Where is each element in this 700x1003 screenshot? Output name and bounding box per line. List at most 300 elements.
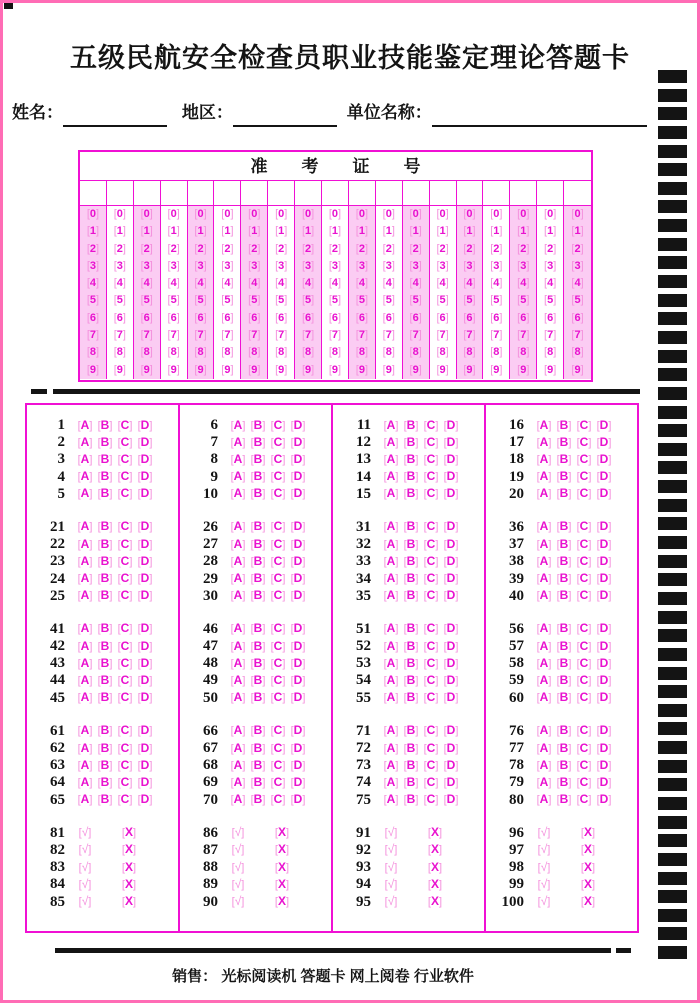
digit-bubble-9[interactable]: [9] (409, 363, 422, 376)
option-bubble-B[interactable]: [B] (403, 434, 419, 449)
digit-bubble-3[interactable]: [3] (571, 259, 584, 272)
option-bubble-D[interactable]: [D] (443, 638, 459, 653)
option-bubble-A[interactable]: [A] (536, 655, 552, 670)
ticket-write-cell[interactable] (322, 181, 349, 205)
digit-bubble-4[interactable]: [4] (463, 277, 476, 290)
option-bubble-A[interactable]: [A] (383, 536, 399, 551)
option-bubble-C[interactable]: [C] (117, 588, 133, 603)
option-bubble-C[interactable]: [C] (270, 774, 286, 789)
option-bubble-C[interactable]: [C] (423, 536, 439, 551)
option-bubble-C[interactable]: [C] (117, 519, 133, 534)
option-bubble-B[interactable]: [B] (556, 417, 572, 432)
option-bubble-C[interactable]: [C] (423, 621, 439, 636)
option-bubble-A[interactable]: [A] (383, 774, 399, 789)
digit-bubble-7[interactable]: [7] (221, 329, 234, 342)
option-bubble-D[interactable]: [D] (443, 621, 459, 636)
option-bubble-B[interactable]: [B] (97, 588, 113, 603)
option-bubble-D[interactable]: [D] (290, 792, 306, 807)
option-bubble-A[interactable]: [A] (383, 588, 399, 603)
option-bubble-B[interactable]: [B] (97, 571, 113, 585)
digit-bubble-9[interactable]: [9] (86, 363, 100, 376)
digit-bubble-2[interactable]: [2] (571, 242, 584, 255)
digit-bubble-5[interactable]: [5] (301, 294, 315, 307)
option-bubble-A[interactable]: [A] (230, 486, 246, 501)
option-bubble-A[interactable]: [A] (536, 536, 552, 551)
option-bubble-D[interactable]: [D] (137, 451, 153, 466)
digit-bubble-0[interactable]: [0] (167, 208, 180, 220)
option-bubble-A[interactable]: [A] (383, 672, 399, 687)
option-bubble-x[interactable]: [X] (427, 859, 443, 874)
option-bubble-D[interactable]: [D] (137, 417, 153, 432)
option-bubble-D[interactable]: [D] (596, 519, 612, 534)
option-bubble-A[interactable]: [A] (536, 757, 552, 772)
option-bubble-C[interactable]: [C] (423, 655, 439, 670)
option-bubble-A[interactable]: [A] (77, 621, 93, 636)
option-bubble-D[interactable]: [D] (596, 571, 612, 585)
digit-bubble-1[interactable]: [1] (571, 225, 584, 238)
option-bubble-D[interactable]: [D] (443, 774, 459, 789)
option-bubble-x[interactable]: [X] (274, 842, 290, 857)
option-bubble-B[interactable]: [B] (250, 553, 266, 568)
digit-bubble-2[interactable]: [2] (409, 242, 422, 255)
option-bubble-B[interactable]: [B] (250, 723, 266, 738)
option-bubble-D[interactable]: [D] (137, 434, 153, 449)
option-bubble-D[interactable]: [D] (290, 723, 306, 738)
option-bubble-A[interactable]: [A] (77, 536, 93, 551)
option-bubble-A[interactable]: [A] (230, 774, 246, 789)
digit-bubble-2[interactable]: [2] (221, 242, 234, 255)
option-bubble-B[interactable]: [B] (556, 519, 572, 534)
option-bubble-check[interactable]: [√] (384, 894, 398, 908)
option-bubble-C[interactable]: [C] (576, 519, 592, 534)
option-bubble-A[interactable]: [A] (230, 621, 246, 636)
digit-bubble-0[interactable]: [0] (355, 208, 368, 220)
option-bubble-B[interactable]: [B] (250, 690, 266, 705)
option-bubble-C[interactable]: [C] (423, 417, 439, 432)
option-bubble-D[interactable]: [D] (443, 792, 459, 807)
ticket-write-cell[interactable] (483, 181, 510, 205)
option-bubble-check[interactable]: [√] (231, 859, 245, 874)
digit-bubble-5[interactable]: [5] (328, 294, 342, 307)
option-bubble-D[interactable]: [D] (443, 571, 459, 585)
option-bubble-B[interactable]: [B] (97, 451, 113, 466)
option-bubble-B[interactable]: [B] (403, 486, 419, 501)
option-bubble-D[interactable]: [D] (137, 723, 153, 738)
digit-bubble-1[interactable]: [1] (248, 225, 261, 238)
option-bubble-A[interactable]: [A] (536, 434, 552, 449)
digit-bubble-5[interactable]: [5] (490, 294, 503, 307)
option-bubble-C[interactable]: [C] (576, 469, 592, 484)
digit-bubble-5[interactable]: [5] (544, 294, 557, 307)
digit-bubble-3[interactable]: [3] (463, 259, 476, 272)
option-bubble-C[interactable]: [C] (270, 536, 286, 551)
ticket-write-cell[interactable] (295, 181, 322, 205)
option-bubble-B[interactable]: [B] (97, 774, 113, 789)
option-bubble-D[interactable]: [D] (137, 486, 153, 501)
option-bubble-B[interactable]: [B] (556, 486, 572, 501)
option-bubble-C[interactable]: [C] (270, 588, 286, 603)
option-bubble-D[interactable]: [D] (290, 486, 306, 501)
digit-bubble-0[interactable]: [0] (571, 208, 584, 220)
option-bubble-B[interactable]: [B] (97, 417, 113, 432)
digit-bubble-6[interactable]: [6] (409, 311, 422, 324)
option-bubble-A[interactable]: [A] (383, 621, 399, 636)
digit-bubble-4[interactable]: [4] (194, 277, 207, 290)
option-bubble-A[interactable]: [A] (536, 553, 552, 568)
option-bubble-B[interactable]: [B] (97, 486, 113, 501)
option-bubble-D[interactable]: [D] (443, 588, 459, 603)
digit-bubble-4[interactable]: [4] (328, 277, 342, 290)
option-bubble-C[interactable]: [C] (423, 672, 439, 687)
option-bubble-D[interactable]: [D] (137, 553, 153, 568)
option-bubble-B[interactable]: [B] (403, 672, 419, 687)
option-bubble-D[interactable]: [D] (290, 417, 306, 432)
digit-bubble-3[interactable]: [3] (436, 259, 449, 272)
option-bubble-B[interactable]: [B] (403, 740, 419, 755)
digit-bubble-8[interactable]: [8] (463, 346, 476, 359)
digit-bubble-2[interactable]: [2] (248, 242, 261, 255)
digit-bubble-0[interactable]: [0] (490, 208, 503, 220)
option-bubble-B[interactable]: [B] (556, 655, 572, 670)
option-bubble-C[interactable]: [C] (117, 553, 133, 568)
option-bubble-x[interactable]: [X] (580, 825, 596, 840)
option-bubble-B[interactable]: [B] (403, 621, 419, 636)
digit-bubble-1[interactable]: [1] (517, 225, 530, 238)
option-bubble-x[interactable]: [X] (274, 859, 290, 874)
unit-field[interactable] (432, 103, 647, 127)
digit-bubble-5[interactable]: [5] (167, 294, 180, 307)
option-bubble-check[interactable]: [√] (231, 825, 245, 840)
option-bubble-C[interactable]: [C] (117, 638, 133, 653)
option-bubble-C[interactable]: [C] (423, 553, 439, 568)
option-bubble-D[interactable]: [D] (290, 757, 306, 772)
option-bubble-C[interactable]: [C] (270, 655, 286, 670)
digit-bubble-2[interactable]: [2] (86, 242, 100, 255)
option-bubble-A[interactable]: [A] (383, 723, 399, 738)
digit-bubble-9[interactable]: [9] (301, 363, 315, 376)
option-bubble-C[interactable]: [C] (423, 571, 439, 585)
ticket-write-cell[interactable] (161, 181, 188, 205)
digit-bubble-8[interactable]: [8] (436, 346, 449, 359)
digit-bubble-0[interactable]: [0] (436, 208, 449, 220)
option-bubble-B[interactable]: [B] (403, 690, 419, 705)
ticket-write-cell[interactable] (80, 181, 107, 205)
option-bubble-x[interactable]: [X] (121, 842, 137, 857)
digit-bubble-9[interactable]: [9] (517, 363, 530, 376)
option-bubble-C[interactable]: [C] (576, 588, 592, 603)
option-bubble-C[interactable]: [C] (117, 469, 133, 484)
digit-bubble-0[interactable]: [0] (409, 208, 422, 220)
digit-bubble-1[interactable]: [1] (167, 225, 180, 238)
option-bubble-D[interactable]: [D] (290, 536, 306, 551)
option-bubble-B[interactable]: [B] (97, 519, 113, 534)
digit-bubble-4[interactable]: [4] (382, 277, 395, 290)
option-bubble-C[interactable]: [C] (423, 588, 439, 603)
digit-bubble-6[interactable]: [6] (328, 311, 342, 324)
option-bubble-C[interactable]: [C] (117, 690, 133, 705)
option-bubble-B[interactable]: [B] (556, 740, 572, 755)
option-bubble-C[interactable]: [C] (576, 792, 592, 807)
option-bubble-B[interactable]: [B] (403, 519, 419, 534)
digit-bubble-8[interactable]: [8] (301, 346, 315, 359)
option-bubble-check[interactable]: [√] (231, 894, 245, 908)
option-bubble-A[interactable]: [A] (230, 588, 246, 603)
digit-bubble-2[interactable]: [2] (544, 242, 557, 255)
ticket-write-cell[interactable] (349, 181, 376, 205)
digit-bubble-3[interactable]: [3] (167, 259, 180, 272)
digit-bubble-3[interactable]: [3] (490, 259, 503, 272)
digit-bubble-3[interactable]: [3] (221, 259, 234, 272)
option-bubble-B[interactable]: [B] (97, 536, 113, 551)
digit-bubble-2[interactable]: [2] (301, 242, 315, 255)
option-bubble-D[interactable]: [D] (290, 672, 306, 687)
digit-bubble-6[interactable]: [6] (382, 311, 395, 324)
option-bubble-A[interactable]: [A] (77, 553, 93, 568)
option-bubble-B[interactable]: [B] (556, 469, 572, 484)
option-bubble-A[interactable]: [A] (383, 638, 399, 653)
digit-bubble-1[interactable]: [1] (355, 225, 368, 238)
digit-bubble-7[interactable]: [7] (140, 329, 153, 342)
option-bubble-D[interactable]: [D] (596, 588, 612, 603)
option-bubble-B[interactable]: [B] (250, 451, 266, 466)
option-bubble-B[interactable]: [B] (250, 740, 266, 755)
option-bubble-D[interactable]: [D] (290, 638, 306, 653)
digit-bubble-7[interactable]: [7] (409, 329, 422, 342)
digit-bubble-3[interactable]: [3] (113, 259, 126, 272)
digit-bubble-3[interactable]: [3] (517, 259, 530, 272)
option-bubble-A[interactable]: [A] (77, 792, 93, 807)
option-bubble-A[interactable]: [A] (383, 417, 399, 432)
option-bubble-check[interactable]: [√] (231, 842, 245, 857)
option-bubble-B[interactable]: [B] (250, 519, 266, 534)
ticket-write-cell[interactable] (537, 181, 564, 205)
option-bubble-D[interactable]: [D] (443, 469, 459, 484)
digit-bubble-3[interactable]: [3] (248, 259, 261, 272)
option-bubble-A[interactable]: [A] (230, 434, 246, 449)
option-bubble-B[interactable]: [B] (556, 774, 572, 789)
option-bubble-x[interactable]: [X] (121, 859, 137, 874)
option-bubble-B[interactable]: [B] (97, 655, 113, 670)
option-bubble-D[interactable]: [D] (290, 588, 306, 603)
option-bubble-A[interactable]: [A] (536, 451, 552, 466)
option-bubble-A[interactable]: [A] (77, 519, 93, 534)
digit-bubble-4[interactable]: [4] (490, 277, 503, 290)
option-bubble-A[interactable]: [A] (77, 469, 93, 484)
digit-bubble-7[interactable]: [7] (301, 329, 315, 342)
option-bubble-A[interactable]: [A] (77, 723, 93, 738)
digit-bubble-9[interactable]: [9] (140, 363, 153, 376)
option-bubble-B[interactable]: [B] (403, 655, 419, 670)
digit-bubble-3[interactable]: [3] (544, 259, 557, 272)
digit-bubble-1[interactable]: [1] (328, 225, 342, 238)
option-bubble-A[interactable]: [A] (77, 451, 93, 466)
digit-bubble-0[interactable]: [0] (275, 208, 288, 220)
option-bubble-x[interactable]: [X] (274, 894, 290, 908)
option-bubble-B[interactable]: [B] (556, 723, 572, 738)
digit-bubble-5[interactable]: [5] (248, 294, 261, 307)
digit-bubble-8[interactable]: [8] (382, 346, 395, 359)
option-bubble-A[interactable]: [A] (77, 740, 93, 755)
option-bubble-D[interactable]: [D] (290, 553, 306, 568)
option-bubble-C[interactable]: [C] (117, 451, 133, 466)
option-bubble-B[interactable]: [B] (250, 792, 266, 807)
ticket-write-cell[interactable] (376, 181, 403, 205)
digit-bubble-8[interactable]: [8] (544, 346, 557, 359)
option-bubble-B[interactable]: [B] (556, 588, 572, 603)
option-bubble-check[interactable]: [√] (78, 842, 92, 857)
option-bubble-C[interactable]: [C] (576, 621, 592, 636)
digit-bubble-9[interactable]: [9] (248, 363, 261, 376)
option-bubble-check[interactable]: [√] (384, 876, 398, 891)
digit-bubble-0[interactable]: [0] (113, 208, 126, 220)
option-bubble-B[interactable]: [B] (250, 571, 266, 585)
option-bubble-B[interactable]: [B] (556, 672, 572, 687)
option-bubble-check[interactable]: [√] (537, 859, 551, 874)
option-bubble-C[interactable]: [C] (270, 434, 286, 449)
option-bubble-C[interactable]: [C] (423, 774, 439, 789)
option-bubble-C[interactable]: [C] (270, 417, 286, 432)
digit-bubble-6[interactable]: [6] (194, 311, 207, 324)
digit-bubble-5[interactable]: [5] (275, 294, 288, 307)
option-bubble-check[interactable]: [√] (384, 859, 398, 874)
option-bubble-B[interactable]: [B] (97, 740, 113, 755)
ticket-write-cell[interactable] (107, 181, 134, 205)
option-bubble-D[interactable]: [D] (596, 740, 612, 755)
option-bubble-C[interactable]: [C] (423, 740, 439, 755)
option-bubble-D[interactable]: [D] (137, 740, 153, 755)
digit-bubble-3[interactable]: [3] (140, 259, 153, 272)
digit-bubble-4[interactable]: [4] (275, 277, 288, 290)
option-bubble-C[interactable]: [C] (576, 757, 592, 772)
digit-bubble-8[interactable]: [8] (490, 346, 503, 359)
option-bubble-D[interactable]: [D] (596, 757, 612, 772)
option-bubble-A[interactable]: [A] (230, 536, 246, 551)
digit-bubble-9[interactable]: [9] (571, 363, 584, 376)
option-bubble-C[interactable]: [C] (270, 486, 286, 501)
digit-bubble-3[interactable]: [3] (194, 259, 207, 272)
option-bubble-C[interactable]: [C] (117, 571, 133, 585)
option-bubble-B[interactable]: [B] (403, 638, 419, 653)
option-bubble-D[interactable]: [D] (443, 757, 459, 772)
option-bubble-A[interactable]: [A] (383, 451, 399, 466)
option-bubble-A[interactable]: [A] (230, 469, 246, 484)
digit-bubble-8[interactable]: [8] (275, 346, 288, 359)
digit-bubble-9[interactable]: [9] (544, 363, 557, 376)
option-bubble-x[interactable]: [X] (121, 894, 137, 908)
digit-bubble-7[interactable]: [7] (517, 329, 530, 342)
option-bubble-A[interactable]: [A] (77, 434, 93, 449)
digit-bubble-0[interactable]: [0] (463, 208, 476, 220)
option-bubble-C[interactable]: [C] (270, 690, 286, 705)
option-bubble-B[interactable]: [B] (403, 417, 419, 432)
digit-bubble-4[interactable]: [4] (86, 277, 100, 290)
option-bubble-C[interactable]: [C] (117, 434, 133, 449)
option-bubble-D[interactable]: [D] (137, 621, 153, 636)
digit-bubble-6[interactable]: [6] (86, 311, 100, 324)
name-field[interactable] (63, 103, 167, 127)
digit-bubble-7[interactable]: [7] (275, 329, 288, 342)
option-bubble-C[interactable]: [C] (576, 486, 592, 501)
option-bubble-D[interactable]: [D] (290, 690, 306, 705)
option-bubble-x[interactable]: [X] (427, 876, 443, 891)
option-bubble-D[interactable]: [D] (596, 774, 612, 789)
option-bubble-D[interactable]: [D] (137, 792, 153, 807)
option-bubble-D[interactable]: [D] (443, 655, 459, 670)
option-bubble-B[interactable]: [B] (556, 553, 572, 568)
option-bubble-D[interactable]: [D] (137, 638, 153, 653)
option-bubble-A[interactable]: [A] (77, 757, 93, 772)
option-bubble-check[interactable]: [√] (78, 894, 92, 908)
option-bubble-D[interactable]: [D] (290, 655, 306, 670)
option-bubble-x[interactable]: [X] (580, 859, 596, 874)
option-bubble-B[interactable]: [B] (556, 571, 572, 585)
option-bubble-D[interactable]: [D] (290, 571, 306, 585)
option-bubble-C[interactable]: [C] (270, 621, 286, 636)
digit-bubble-5[interactable]: [5] (382, 294, 395, 307)
digit-bubble-7[interactable]: [7] (167, 329, 180, 342)
option-bubble-A[interactable]: [A] (230, 672, 246, 687)
digit-bubble-3[interactable]: [3] (382, 259, 395, 272)
digit-bubble-8[interactable]: [8] (194, 346, 207, 359)
option-bubble-D[interactable]: [D] (443, 740, 459, 755)
option-bubble-B[interactable]: [B] (403, 536, 419, 551)
ticket-write-cell[interactable] (564, 181, 591, 205)
digit-bubble-5[interactable]: [5] (194, 294, 207, 307)
option-bubble-C[interactable]: [C] (270, 672, 286, 687)
option-bubble-A[interactable]: [A] (383, 486, 399, 501)
option-bubble-A[interactable]: [A] (77, 588, 93, 603)
option-bubble-C[interactable]: [C] (576, 553, 592, 568)
option-bubble-A[interactable]: [A] (383, 690, 399, 705)
digit-bubble-2[interactable]: [2] (275, 242, 288, 255)
option-bubble-C[interactable]: [C] (117, 723, 133, 738)
option-bubble-A[interactable]: [A] (383, 434, 399, 449)
option-bubble-B[interactable]: [B] (97, 757, 113, 772)
digit-bubble-9[interactable]: [9] (382, 363, 395, 376)
option-bubble-B[interactable]: [B] (250, 655, 266, 670)
option-bubble-D[interactable]: [D] (596, 553, 612, 568)
digit-bubble-6[interactable]: [6] (275, 311, 288, 324)
digit-bubble-1[interactable]: [1] (221, 225, 234, 238)
digit-bubble-2[interactable]: [2] (517, 242, 530, 255)
option-bubble-A[interactable]: [A] (536, 621, 552, 636)
option-bubble-B[interactable]: [B] (250, 486, 266, 501)
option-bubble-C[interactable]: [C] (117, 417, 133, 432)
option-bubble-D[interactable]: [D] (443, 536, 459, 551)
option-bubble-A[interactable]: [A] (536, 469, 552, 484)
ticket-write-cell[interactable] (430, 181, 457, 205)
option-bubble-A[interactable]: [A] (77, 655, 93, 670)
option-bubble-C[interactable]: [C] (576, 774, 592, 789)
option-bubble-check[interactable]: [√] (537, 842, 551, 857)
option-bubble-D[interactable]: [D] (443, 690, 459, 705)
digit-bubble-8[interactable]: [8] (355, 346, 368, 359)
digit-bubble-7[interactable]: [7] (463, 329, 476, 342)
option-bubble-check[interactable]: [√] (384, 825, 398, 840)
option-bubble-B[interactable]: [B] (403, 588, 419, 603)
option-bubble-C[interactable]: [C] (117, 621, 133, 636)
digit-bubble-3[interactable]: [3] (301, 259, 315, 272)
digit-bubble-5[interactable]: [5] (571, 294, 584, 307)
digit-bubble-6[interactable]: [6] (167, 311, 180, 324)
option-bubble-B[interactable]: [B] (556, 690, 572, 705)
option-bubble-x[interactable]: [X] (121, 825, 137, 840)
digit-bubble-8[interactable]: [8] (221, 346, 234, 359)
digit-bubble-7[interactable]: [7] (328, 329, 342, 342)
option-bubble-C[interactable]: [C] (576, 417, 592, 432)
option-bubble-D[interactable]: [D] (443, 672, 459, 687)
option-bubble-C[interactable]: [C] (576, 672, 592, 687)
